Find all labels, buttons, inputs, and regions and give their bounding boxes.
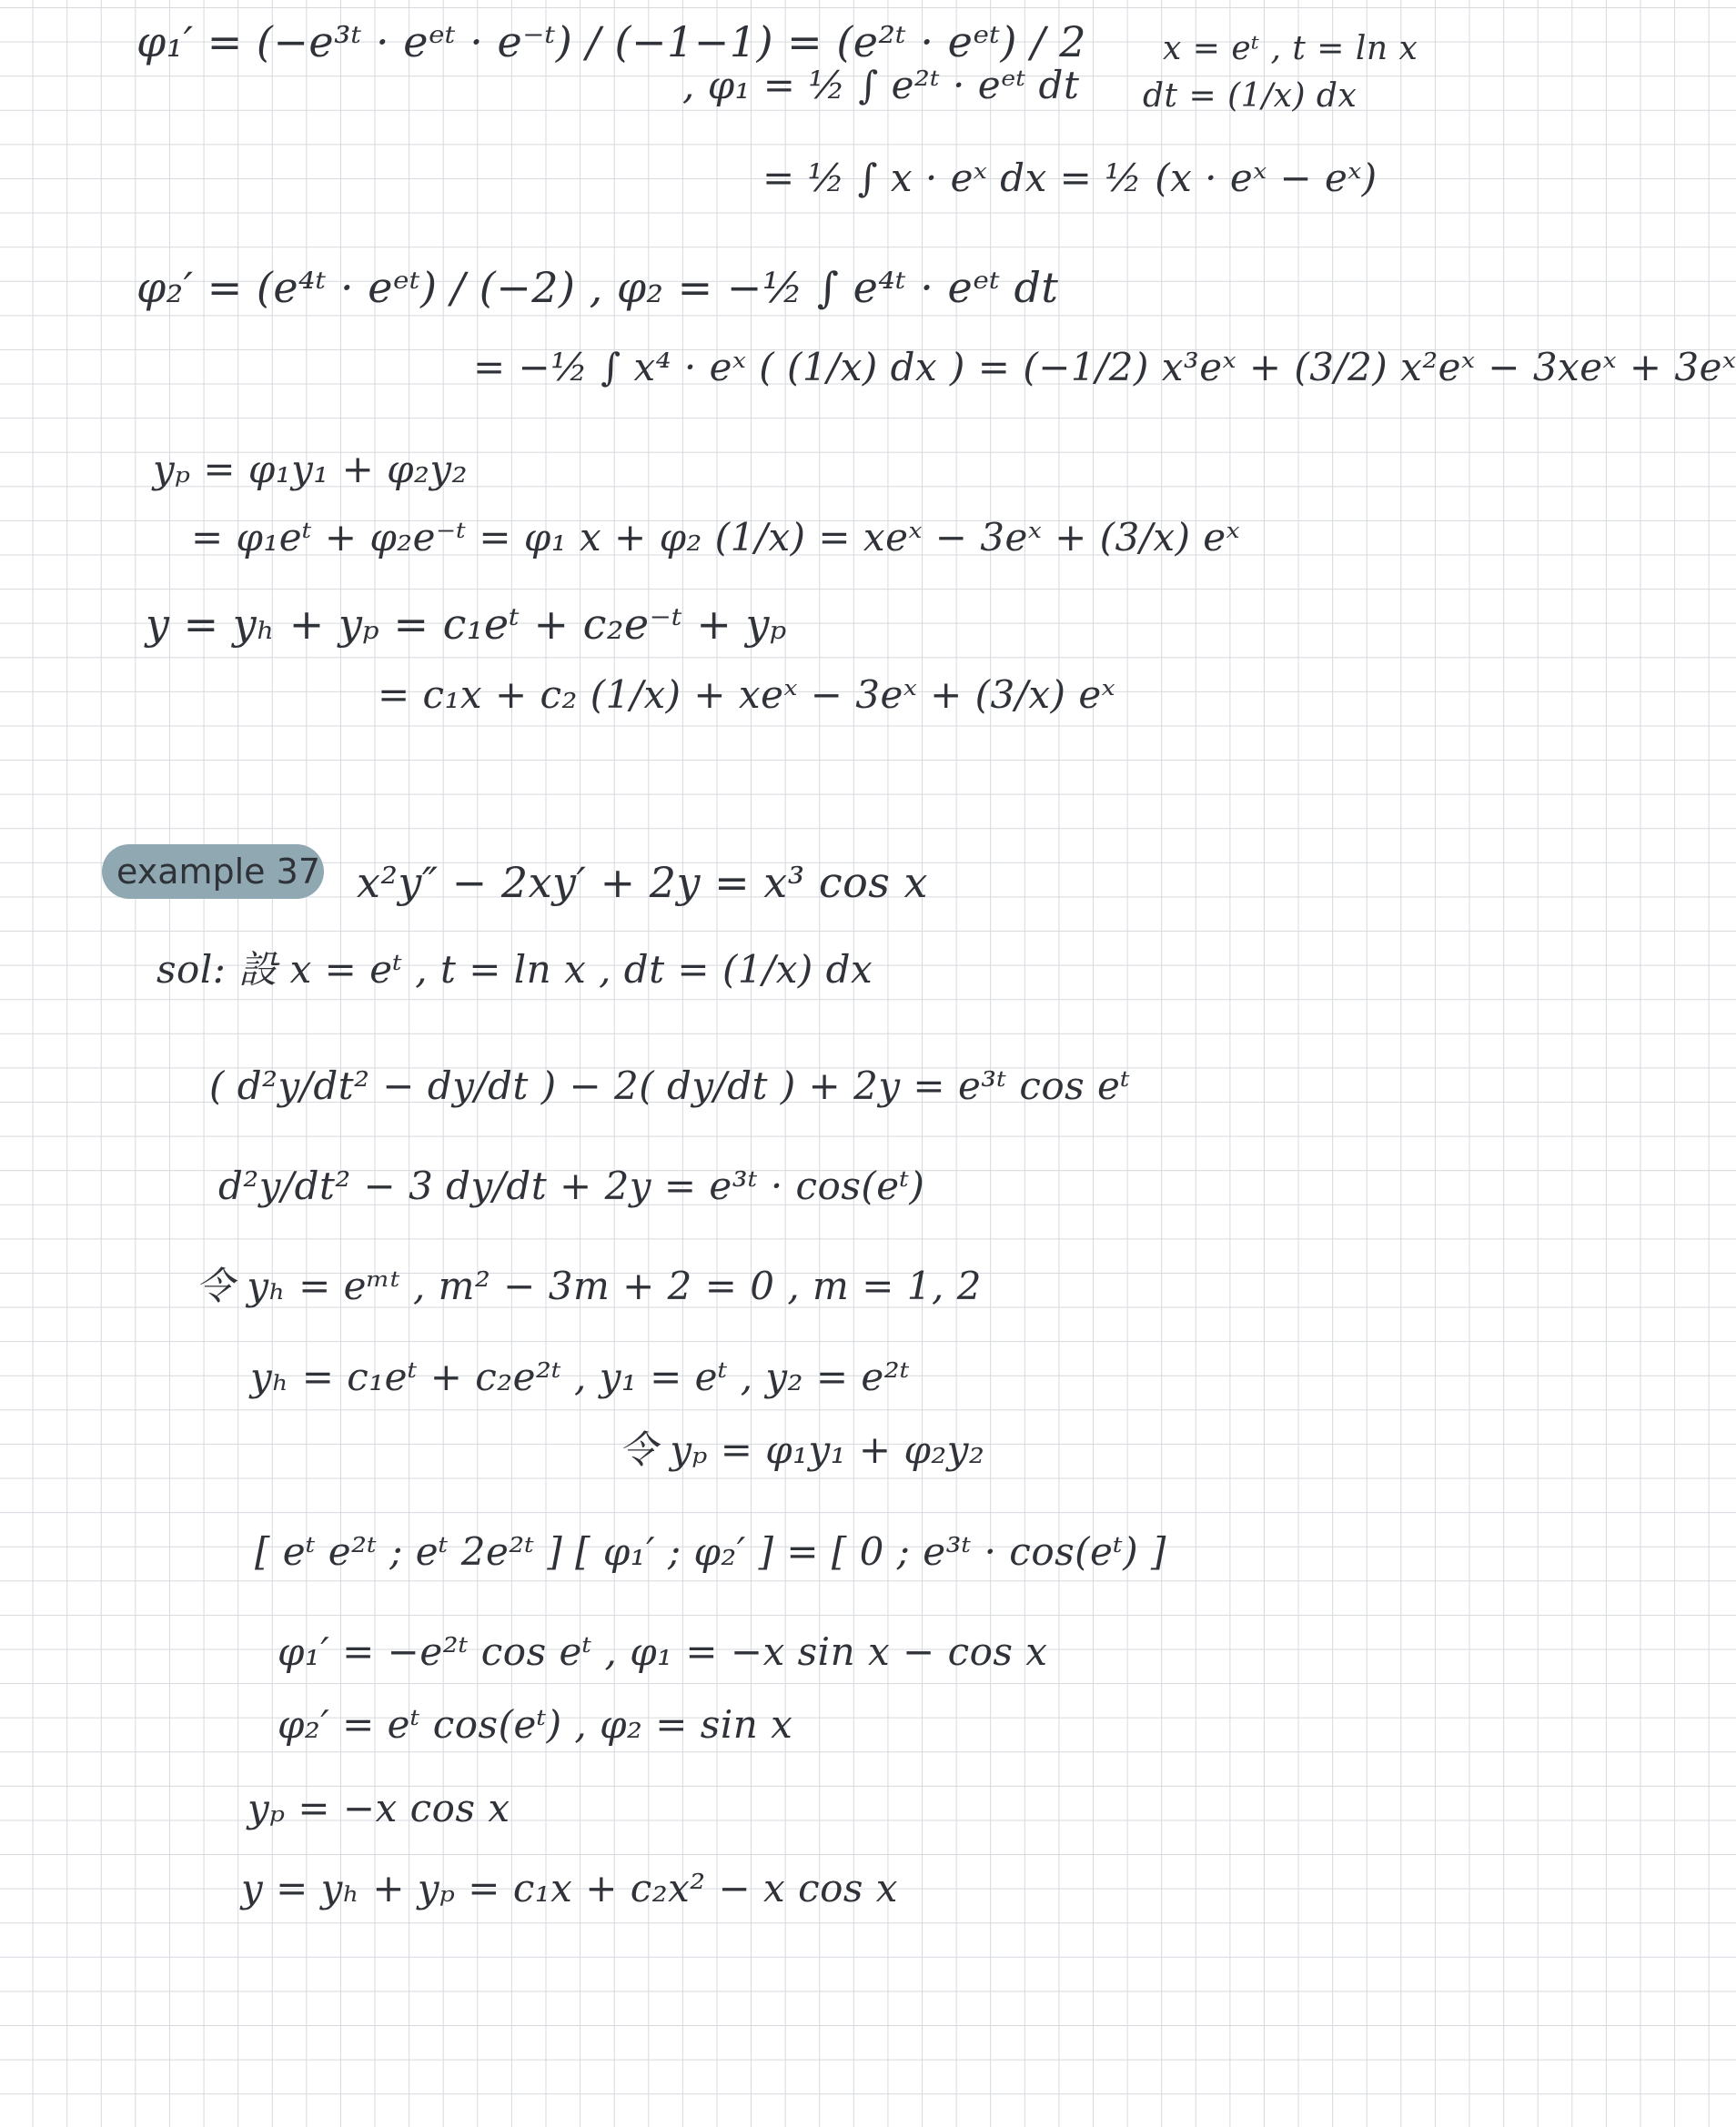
- particular-solution-line: yₚ = −x cos x: [247, 1786, 510, 1830]
- matrix-system-line: [ eᵗ e²ᵗ ; eᵗ 2e²ᵗ ] [ φ₁′ ; φ₂′ ] = [ 0 ; e³ᵗ · cos(eᵗ) ]: [255, 1529, 1166, 1574]
- solution-substitution-line: sol: 設 x = eᵗ , t = ln x , dt = (1/x) dx: [156, 947, 873, 992]
- phi2-result-line: = −½ ∫ x⁴ · eˣ ( (1/x) dx ) = (−1/2) x³eˣ + (3/2) x²eˣ − 3xeˣ + 3eˣ: [473, 345, 1736, 389]
- substitution-line-b: dt = (1/x) dx: [1143, 77, 1358, 115]
- homogeneous-solution-line: yₕ = c₁eᵗ + c₂e²ᵗ , y₁ = eᵗ , y₂ = e²ᵗ: [250, 1355, 910, 1399]
- phi1-result-line: = ½ ∫ x · eˣ dx = ½ (x · eˣ − eˣ): [762, 156, 1378, 200]
- example-tag-label: example 37: [116, 852, 320, 892]
- phi1-integral-line: , φ₁ = ½ ∫ e²ᵗ · eᵉᵗ dt: [682, 63, 1080, 107]
- transformed-equation-1: ( d²y/dt² − dy/dt ) − 2( dy/dt ) + 2y = e³ᵗ cos eᵗ: [209, 1064, 1131, 1108]
- yp-expansion-line: = φ₁eᵗ + φ₂e⁻ᵗ = φ₁ x + φ₂ (1/x) = xeˣ − 3eˣ + (3/x) eˣ: [191, 515, 1241, 559]
- example-equation: x²y″ − 2xy′ + 2y = x³ cos x: [357, 858, 928, 907]
- phi1-solution-line: φ₁′ = −e²ᵗ cos eᵗ , φ₁ = −x sin x − cos x: [278, 1629, 1048, 1674]
- final-solution-line: y = yₕ + yₚ = c₁x + c₂x² − x cos x: [241, 1866, 898, 1910]
- characteristic-equation-line: 令 yₕ = eᵐᵗ , m² − 3m + 2 = 0 , m = 1, 2: [196, 1264, 982, 1308]
- yp-definition-line: yₚ = φ₁y₁ + φ₂y₂: [153, 447, 468, 491]
- particular-ansatz-line: 令 yₚ = φ₁y₁ + φ₂y₂: [619, 1427, 985, 1472]
- substitution-line-a: x = eᵗ , t = ln x: [1163, 30, 1418, 67]
- transformed-equation-2: d²y/dt² − 3 dy/dt + 2y = e³ᵗ · cos(eᵗ): [218, 1164, 925, 1208]
- general-solution-line: y = yₕ + yₚ = c₁eᵗ + c₂e⁻ᵗ + yₚ: [146, 600, 787, 649]
- general-solution-result-line: = c₁x + c₂ (1/x) + xeˣ − 3eˣ + (3/x) eˣ: [378, 672, 1116, 717]
- phi2-prime-line: φ₂′ = (e⁴ᵗ · eᵉᵗ) / (−2) , φ₂ = −½ ∫ e⁴ᵗ · eᵉᵗ dt: [136, 263, 1059, 312]
- phi1-prime-line: φ₁′ = (−e³ᵗ · eᵉᵗ · e⁻ᵗ) / (−1−1) = (e²ᵗ · eᵉᵗ) / 2: [136, 17, 1086, 66]
- phi2-solution-line: φ₂′ = eᵗ cos(eᵗ) , φ₂ = sin x: [278, 1702, 793, 1747]
